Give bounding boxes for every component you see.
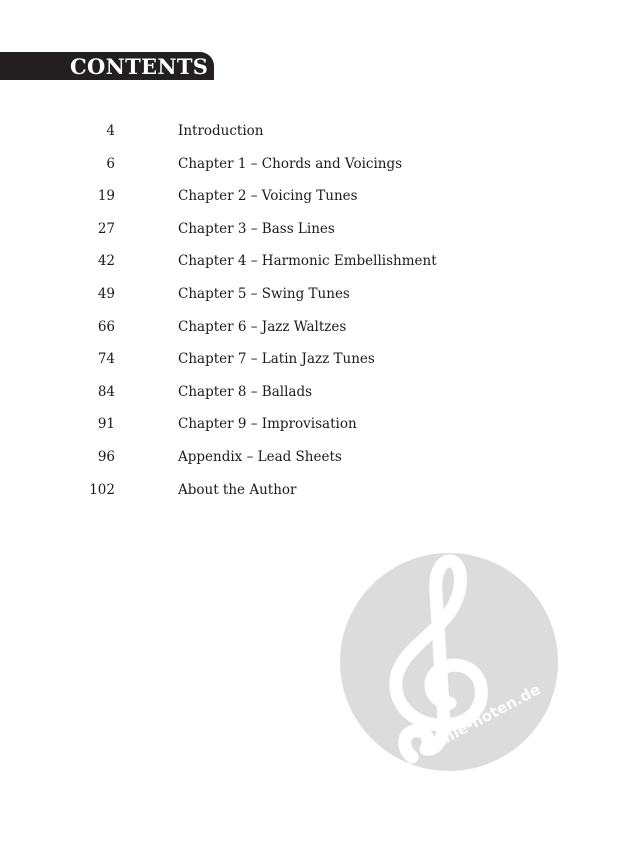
toc-row[interactable]	[0, 216, 640, 242]
toc-row[interactable]	[0, 248, 640, 274]
toc-entry-title: Introduction	[178, 123, 264, 139]
toc-page-number: 66	[97, 318, 115, 335]
toc-row[interactable]	[0, 411, 640, 437]
toc-page-number: 27	[97, 220, 115, 237]
toc-entry-title: Chapter 3 – Bass Lines	[178, 220, 335, 237]
toc-row[interactable]	[0, 183, 640, 209]
toc-page-number: 96	[97, 449, 115, 465]
toc-row[interactable]	[0, 118, 640, 144]
toc-entry-title: About the Author	[178, 481, 297, 498]
toc-entry-title: Chapter 7 – Latin Jazz Tunes	[178, 351, 375, 368]
toc-row[interactable]	[0, 314, 640, 340]
watermark-text: alle-noten.de	[435, 680, 544, 749]
toc-row[interactable]	[0, 346, 640, 372]
toc-entry-title: Chapter 5 – Swing Tunes	[178, 286, 350, 302]
toc-row[interactable]	[0, 379, 640, 405]
toc-entry-title: Chapter 1 – Chords and Voicings	[178, 155, 403, 172]
toc-entry-title: Chapter 8 – Ballads	[178, 383, 313, 400]
watermark	[340, 553, 558, 771]
toc-entry-title: Chapter 6 – Jazz Waltzes	[178, 318, 347, 335]
page-title: CONTENTS	[70, 54, 209, 79]
toc-page-number: 6	[106, 155, 115, 172]
toc-entry-title: Appendix – Lead Sheets	[178, 449, 342, 465]
toc-row[interactable]	[0, 444, 640, 470]
toc-entry-title: Chapter 9 – Improvisation	[178, 416, 357, 433]
toc-entry-title: Chapter 4 – Harmonic Embellishment	[178, 253, 437, 270]
toc-page-number: 91	[97, 416, 115, 433]
toc-page-number: 102	[89, 481, 115, 498]
toc-page-number: 74	[97, 351, 115, 368]
toc-row[interactable]	[0, 477, 640, 503]
toc-page-number: 19	[97, 188, 115, 205]
toc-row[interactable]	[0, 151, 640, 177]
toc-page-number: 42	[97, 253, 115, 270]
toc-page-number: 49	[97, 286, 115, 302]
toc-entry-title: Chapter 2 – Voicing Tunes	[178, 188, 358, 205]
toc-page-number: 84	[97, 383, 115, 400]
toc-page-number: 4	[106, 123, 115, 139]
toc-row[interactable]	[0, 281, 640, 307]
